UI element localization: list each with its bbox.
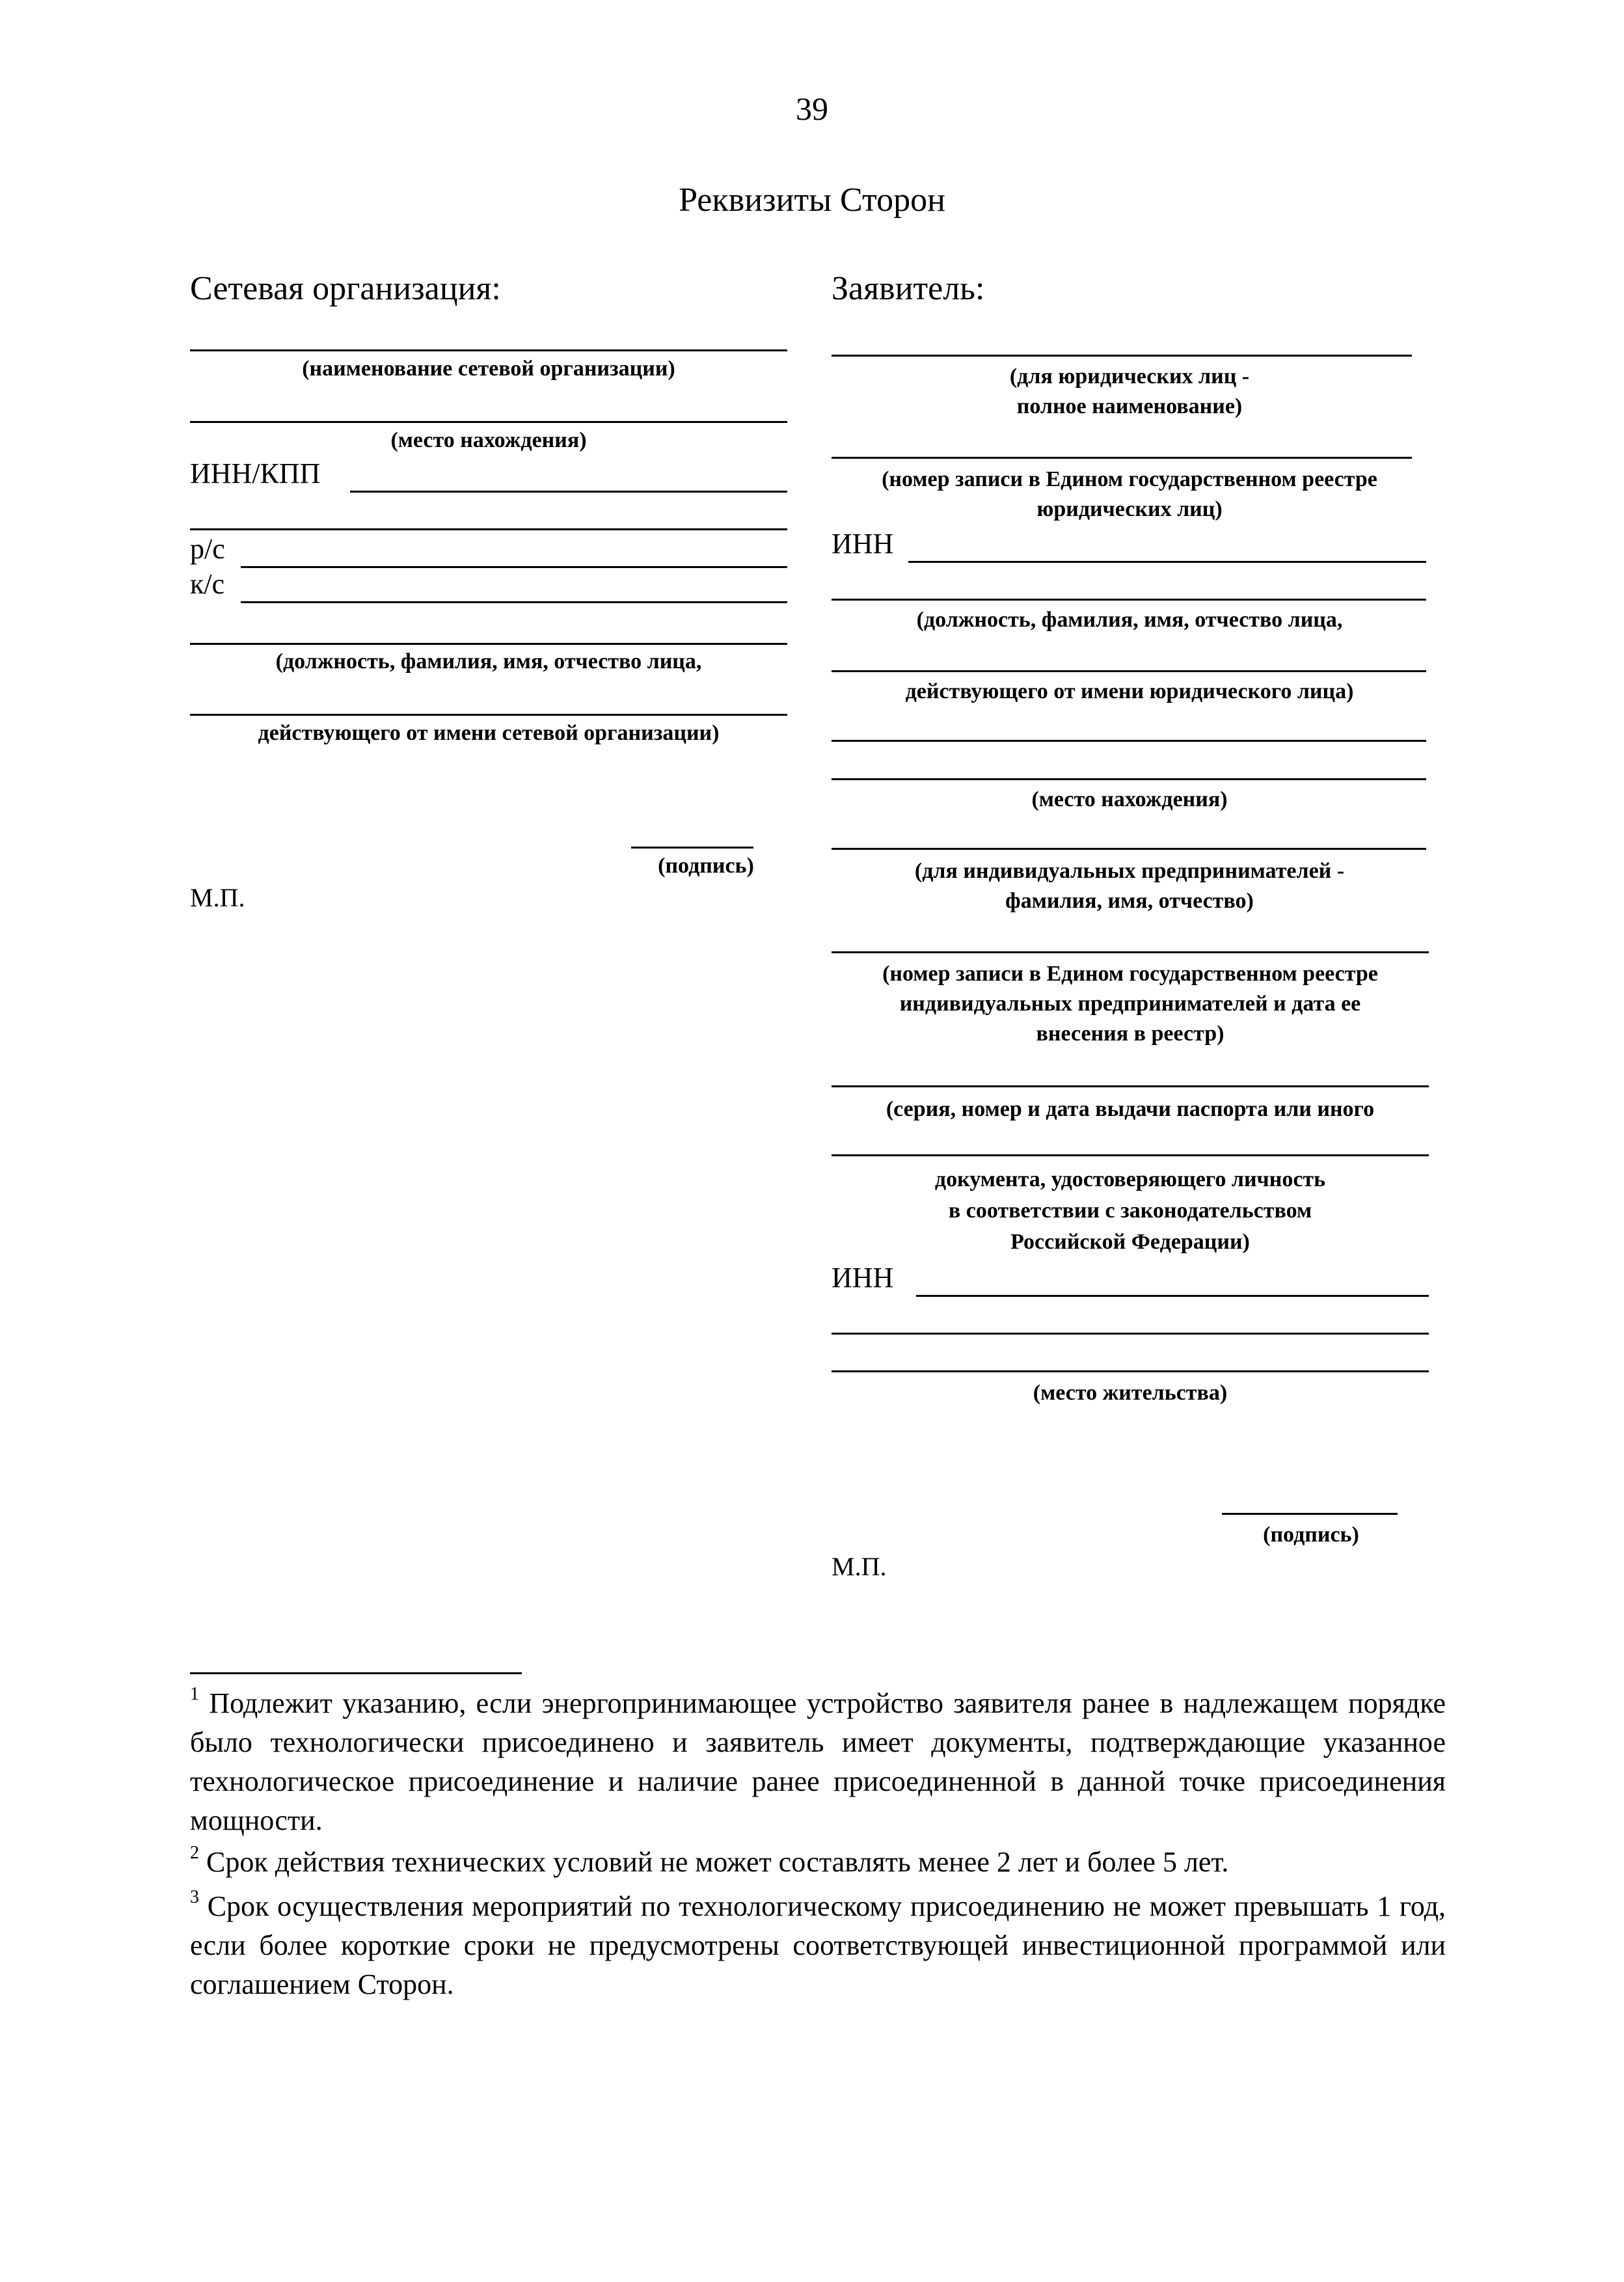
network-signature-line[interactable] (631, 847, 753, 849)
network-location-line[interactable] (190, 421, 787, 423)
applicant-egrip-caption-3: внесения в реестр) (1036, 1022, 1225, 1046)
applicant-location-line-1[interactable] (832, 740, 1426, 742)
network-name-line[interactable] (190, 349, 787, 351)
applicant-legal-name-line[interactable] (832, 355, 1412, 357)
applicant-passport-caption-1: (серия, номер и дата выдачи паспорта или иного (886, 1097, 1375, 1121)
applicant-egrip-caption-2: индивидуальных предпринимателей и дата ее (899, 992, 1361, 1016)
network-name-caption: (наименование сетевой организации) (302, 357, 675, 381)
applicant-egrul-line[interactable] (832, 457, 1412, 459)
applicant-egrip-line[interactable] (832, 951, 1429, 953)
applicant-residence-line-1[interactable] (832, 1333, 1429, 1335)
applicant-position-line-2[interactable] (832, 670, 1426, 672)
network-inn-kpp-line[interactable] (350, 491, 787, 493)
applicant-signature-line[interactable] (1222, 1513, 1398, 1515)
applicant-position-caption-2: действующего от имени юридического лица) (905, 679, 1354, 703)
applicant-signature-caption: (подпись) (1263, 1523, 1359, 1547)
applicant-ip-name-line[interactable] (832, 848, 1426, 850)
network-stamp: М.П. (190, 883, 245, 912)
applicant-location-caption: (место нахождения) (1031, 787, 1228, 811)
footnote-3-text: Срок осуществления мероприятий по технологическому присоединению не может превышать 1 год, если более короткие сроки не предусмотрены соответствующей инвестиционной программой или соглашением Сторон. (190, 1890, 1446, 2000)
applicant-heading: Заявитель: (832, 270, 985, 307)
applicant-passport-line-2[interactable] (832, 1154, 1429, 1156)
network-extra-line[interactable] (190, 528, 787, 530)
network-heading: Сетевая организация: (190, 270, 501, 307)
network-position-caption-1: (должность, фамилия, имя, отчество лица, (275, 649, 702, 673)
network-inn-kpp-label: ИНН/КПП (190, 457, 321, 489)
network-rs-line[interactable] (241, 566, 787, 568)
applicant-ip-name-caption-2: фамилия, имя, отчество) (1005, 889, 1254, 913)
applicant-inn-line[interactable] (908, 561, 1426, 563)
footnote-1-text: Подлежит указанию, если энергопринимающее устройство заявителя ранее в надлежащем порядке было технологически присоединено и заявитель имеет документы, подтверждающие указанное технологическое присоединение и наличие ранее присоединенной в данной точке присоединения мощности. (190, 1687, 1446, 1836)
page-number: 39 (796, 90, 828, 127)
footnote-2-text: Срок действия технических условий не может составлять менее 2 лет и более 5 лет. (206, 1846, 1229, 1878)
applicant-stamp: М.П. (832, 1552, 887, 1581)
applicant-passport-line-1[interactable] (832, 1085, 1429, 1087)
footnote-separator (190, 1672, 522, 1674)
applicant-legal-name-caption-1: (для юридических лиц - (1009, 364, 1250, 388)
applicant-residence-line-2[interactable] (832, 1370, 1429, 1372)
footnote-1 (190, 1684, 1446, 1840)
footnote-2 (190, 1843, 1446, 1882)
applicant-egrul-caption-2: юридических лиц) (1036, 497, 1223, 521)
footnote-2-mark: 2 (190, 1843, 199, 1864)
network-ks-label: к/с (190, 568, 225, 600)
network-rs-label: р/с (190, 533, 225, 565)
applicant-residence-caption: (место жительства) (1033, 1381, 1228, 1405)
applicant-legal-name-caption-2: полное наименование) (1016, 394, 1243, 418)
applicant-egrip-caption-1: (номер записи в Едином государственном реестре (882, 962, 1378, 986)
applicant-inn-line-2[interactable] (916, 1295, 1429, 1297)
applicant-position-line-1[interactable] (832, 599, 1426, 601)
network-location-caption: (место нахождения) (390, 428, 587, 452)
applicant-ip-name-caption-1: (для индивидуальных предпринимателей - (914, 859, 1345, 883)
applicant-passport-caption-3: в соответствии с законодательством (948, 1199, 1312, 1223)
applicant-position-caption-1: (должность, фамилия, имя, отчество лица, (916, 608, 1343, 632)
page-title: Реквизиты Сторон (679, 182, 945, 219)
network-position-caption-2: действующего от имени сетевой организации) (258, 721, 720, 745)
network-position-line-1[interactable] (190, 643, 787, 645)
footnote-3-mark: 3 (190, 1887, 199, 1908)
applicant-location-line-2[interactable] (832, 778, 1426, 780)
footnote-1-mark: 1 (190, 1684, 199, 1705)
applicant-passport-caption-2: документа, удостоверяющего личность (934, 1167, 1326, 1191)
applicant-passport-caption-4: Российской Федерации) (1010, 1230, 1250, 1254)
footnote-3 (190, 1887, 1446, 2004)
network-ks-line[interactable] (241, 601, 787, 603)
network-signature-caption: (подпись) (658, 854, 754, 878)
applicant-inn-label-2: ИНН (832, 1262, 894, 1294)
applicant-egrul-caption-1: (номер записи в Едином государственном реестре (882, 467, 1377, 491)
network-position-line-2[interactable] (190, 714, 787, 716)
applicant-inn-label: ИНН (832, 528, 894, 560)
